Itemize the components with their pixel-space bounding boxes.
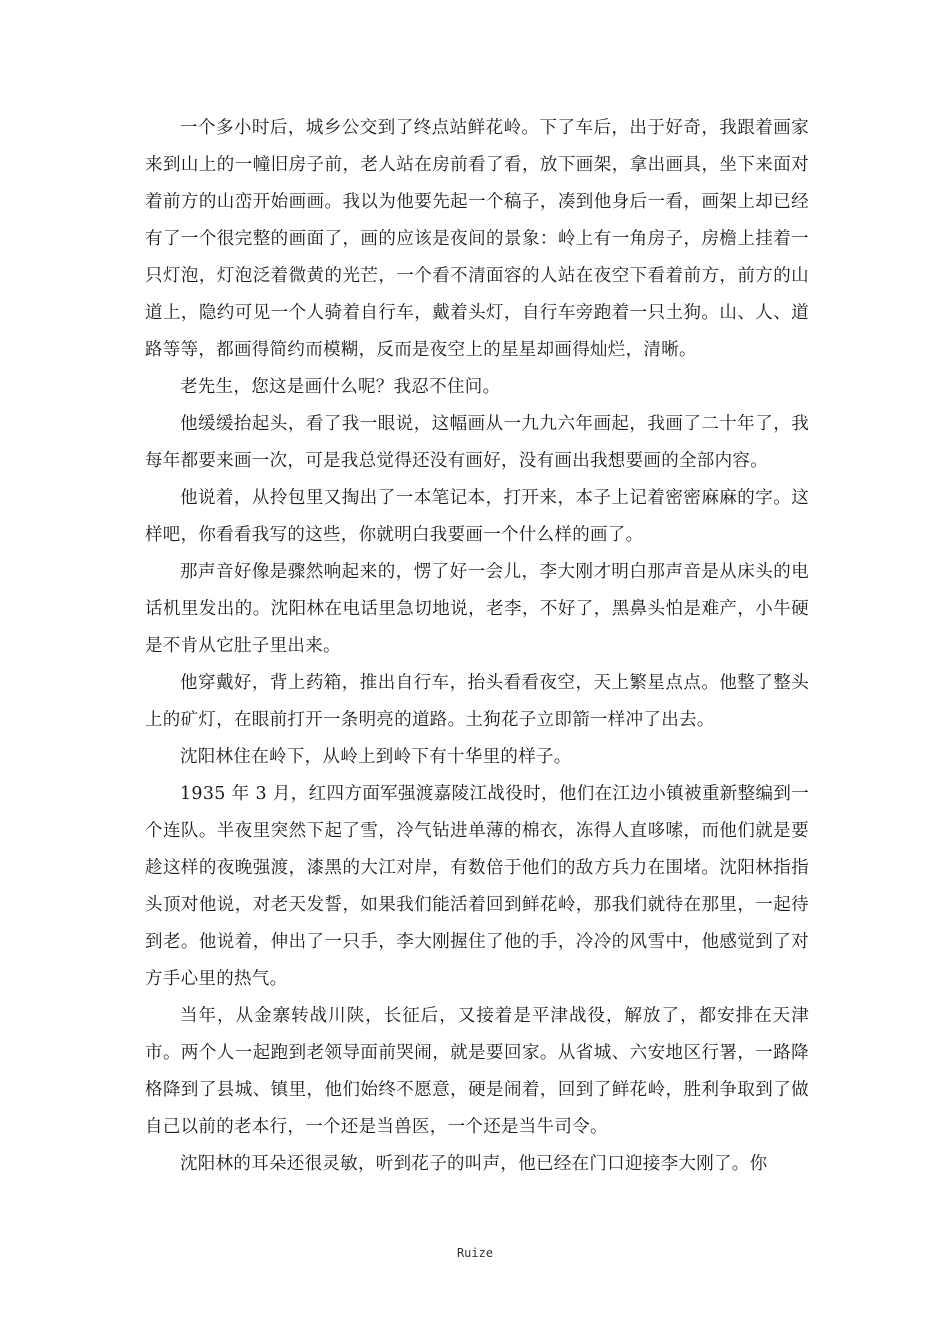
paragraph: 那声音好像是骤然响起来的，愣了好一会儿，李大刚才明白那声音是从床头的电话机里发出的。沈阳林在电话里急切地说，老李，不好了，黑鼻头怕是难产，小牛硬是不肯从它肚子里出来。 [145, 562, 809, 656]
paragraph: 他穿戴好，背上药箱，推出自行车，抬头看看夜空，天上繁星点点。他整了整头上的矿灯，在眼前打开一条明亮的道路。土狗花子立即箭一样冲了出去。 [145, 673, 809, 730]
paragraph: 沈阳林住在岭下，从岭上到岭下有十华里的样子。 [180, 747, 572, 767]
paragraph: 一个多小时后，城乡公交到了终点站鲜花岭。下了车后，出于好奇，我跟着画家来到山上的一幢旧房子前，老人站在房前看了看，放下画架，拿出画具，坐下来面对着前方的山峦开始画画。我以为他要先起一个稿子，凑到他身后一看，画架上却已经有了一个很完整的画面了，画的应该是夜间的景象：岭上有一角房子，房檐上挂着一只灯泡，灯泡泛着微黄的光芒，一个看不清面容的人站在夜空下看着前方，前方的山道上，隐约可见一个人骑着自行车，戴着头灯，自行车旁跑着一只土狗。山、人、道路等等，都画得简约而模糊，反而是夜空上的星星却画得灿烂，清晰。 [145, 118, 809, 360]
paragraph: 他说着，从拎包里又掏出了一本笔记本，打开来，本子上记着密密麻麻的字。这样吧，你看看我写的这些，你就明白我要画一个什么样的画了。 [145, 488, 809, 545]
paragraph: 老先生，您这是画什么呢？我忍不住问。 [180, 377, 501, 397]
paragraph: 1935 年 3 月，红四方面军强渡嘉陵江战役时，他们在江边小镇被重新整编到一个连队。半夜里突然下起了雪，冷气钻进单薄的棉衣，冻得人直哆嗦，而他们就是要趁这样的夜晚强渡，漆黑的大江对岸，有数倍于他们的敌方兵力在围堵。沈阳林指指头顶对他说，对老天发誓，如果我们能活着回到鲜花岭，那我们就待在那里，一起待到老。他说着，伸出了一只手，李大刚握住了他的手，冷冷的风雪中，他感觉到了对方手心里的热气。 [145, 784, 809, 989]
paragraph: 沈阳林的耳朵还很灵敏，听到花子的叫声，他已经在门口迎接李大刚了。你 [180, 1154, 768, 1174]
document-body [145, 110, 809, 1183]
page-footer: Ruize [456, 1246, 494, 1260]
paragraph: 他缓缓抬起头，看了我一眼说，这幅画从一九九六年画起，我画了二十年了，我每年都要来画一次，可是我总觉得还没有画好，没有画出我想要画的全部内容。 [145, 414, 809, 471]
paragraph: 当年，从金寨转战川陕，长征后，又接着是平津战役，解放了，都安排在天津市。两个人一起跑到老领导面前哭闹，就是要回家。从省城、六安地区行署，一路降格降到了县城、镇里，他们始终不愿意，硬是闹着，回到了鲜花岭，胜利争取到了做自己以前的老本行，一个还是当兽医，一个还是当牛司令。 [145, 1006, 809, 1137]
